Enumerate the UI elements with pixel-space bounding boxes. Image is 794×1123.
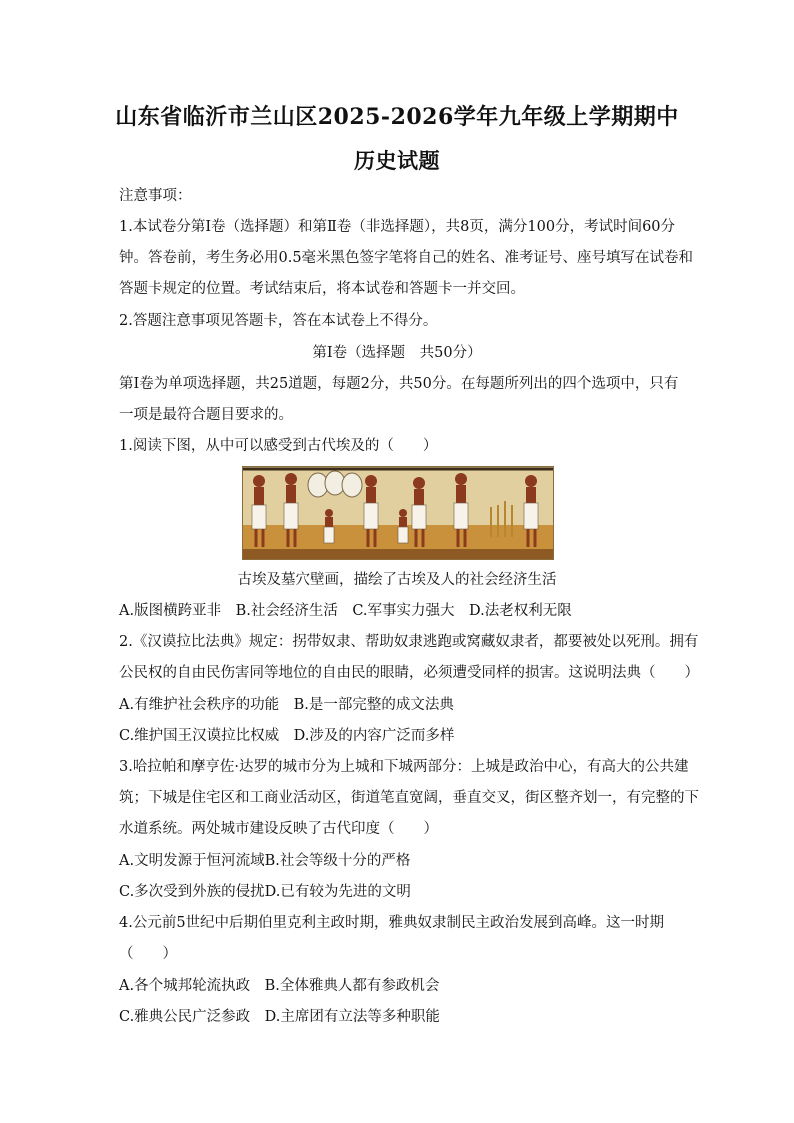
notice-heading: 注意事项： <box>119 188 192 204</box>
image-caption: 古埃及墓穴壁画，描绘了古埃及人的社会经济生活 <box>237 572 557 588</box>
question-3-stem: 水道系统。两处城市建设反映了古代印度（ ） <box>119 821 438 837</box>
question-2-option: A.有维护社会秩序的功能 B.是一部完整的成文法典 <box>119 697 454 713</box>
question-3-stem: 筑；下城是住宅区和工商业活动区，街道笔直宽阔，垂直交叉，街区整齐划一，有完整的下 <box>119 790 699 806</box>
question-2-option: C.维护国王汉谟拉比权威 D.涉及的内容广泛而多样 <box>119 728 455 744</box>
notice-line: 2.答题注意事项见答题卡，答在本试卷上不得分。 <box>119 313 438 329</box>
question-4-option: A.各个城邦轮流执政 B.全体雅典人都有参政机会 <box>119 978 440 994</box>
question-3-option: A.文明发源于恒河流域B.社会等级十分的严格 <box>119 853 411 869</box>
question-4-stem: 4.公元前5世纪中后期伯里克利主政时期，雅典奴隶制民主政治发展到高峰。这一时期 <box>119 915 665 931</box>
notice-line: 1.本试卷分第Ⅰ卷（选择题）和第Ⅱ卷（非选择题），共8页，满分100分，考试时间60分 <box>119 219 676 235</box>
question-1-options: A.版图横跨亚非 B.社会经济生活 C.军事实力强大 D.法老权利无限 <box>119 603 572 619</box>
egyptian-tomb-mural-image <box>242 466 554 560</box>
question-3-stem: 3.哈拉帕和摩亨佐·达罗的城市分为上城和下城两部分：上城是政治中心，有高大的公共建 <box>119 759 689 775</box>
page-subtitle: 历史试题 <box>354 148 440 173</box>
notice-line: 钟。答卷前，考生务必用0.5毫米黑色签字笔将自己的姓名、准考证号、座号填写在试卷和 <box>119 250 694 266</box>
question-4-option: C.雅典公民广泛参政 D.主席团有立法等多种职能 <box>119 1009 440 1025</box>
page-title: 山东省临沂市兰山区2025-2026学年九年级上学期期中 <box>115 104 679 130</box>
notice-line: 答题卡规定的位置。考试结束后，将本试卷和答题卡一并交回。 <box>119 281 525 297</box>
section-intro: 一项是最符合题目要求的。 <box>119 407 293 423</box>
section-heading: 第Ⅰ卷（选择题 共50分） <box>312 345 482 361</box>
question-3-option: C.多次受到外族的侵扰D.已有较为先进的文明 <box>119 884 411 900</box>
question-2-stem: 2.《汉谟拉比法典》规定：拐带奴隶、帮助奴隶逃跑或窝藏奴隶者，都要被处以死刑。拥有 <box>119 634 699 650</box>
section-intro: 第Ⅰ卷为单项选择题，共25道题，每题2分，共50分。在每题所列出的四个选项中，只有 <box>119 376 679 392</box>
question-4-stem: （ ） <box>119 946 177 962</box>
question-2-stem: 公民权的自由民伤害同等地位的自由民的眼睛，必须遭受同样的损害。这说明法典（ ） <box>119 665 699 681</box>
mural-illustration <box>243 467 553 559</box>
question-1-stem: 1.阅读下图，从中可以感受到古代埃及的（ ） <box>119 438 438 454</box>
